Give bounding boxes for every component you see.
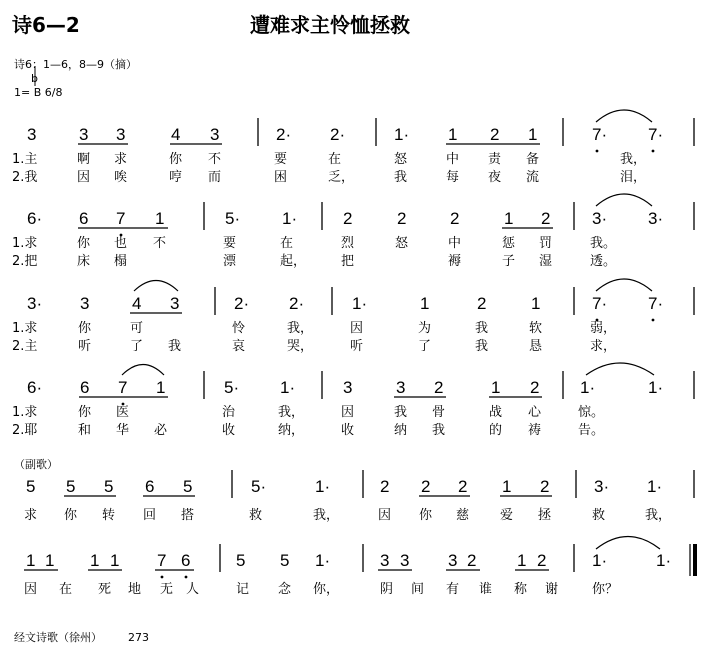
svg-text:回: 回 — [143, 508, 157, 523]
svg-text:1.求: 1.求 — [12, 405, 38, 420]
svg-text:救: 救 — [249, 508, 263, 523]
svg-text:我，: 我， — [620, 152, 647, 167]
svg-text:拯: 拯 — [538, 508, 552, 523]
svg-text:医: 医 — [116, 405, 130, 420]
note: 1 — [155, 209, 165, 228]
svg-text:我: 我 — [168, 339, 182, 354]
note: 1 — [531, 294, 541, 313]
svg-text:中: 中 — [446, 152, 460, 167]
svg-text:而: 而 — [208, 170, 222, 185]
svg-text:哭，: 哭， — [287, 339, 314, 354]
lyrics-refrain — [24, 507, 671, 523]
svg-text:流: 流 — [526, 170, 540, 185]
svg-text:哼: 哼 — [169, 170, 183, 185]
svg-text:纳: 纳 — [394, 423, 408, 438]
svg-text:怜: 怜 — [232, 321, 246, 336]
key-signature: 1= B 6/8 — [14, 86, 63, 99]
svg-text:在: 在 — [328, 152, 342, 167]
svg-text:湿: 湿 — [539, 254, 553, 269]
note: 3 — [79, 125, 89, 144]
lyrics-verse-2 — [12, 338, 616, 354]
note: 5· — [225, 209, 241, 228]
note: 5 — [236, 551, 246, 570]
svg-text:我，: 我， — [287, 321, 314, 336]
svg-text:人: 人 — [186, 582, 200, 597]
note: 1 — [528, 125, 538, 144]
svg-text:谢: 谢 — [545, 582, 559, 597]
svg-text:听: 听 — [78, 339, 92, 354]
note: 7 — [157, 551, 167, 570]
svg-text:不: 不 — [153, 236, 167, 251]
note: 7· — [592, 125, 608, 144]
note: 5 — [280, 551, 290, 570]
footer-page-number: 273 — [128, 631, 149, 644]
svg-text:收: 收 — [341, 423, 355, 438]
footer-book: 经文诗歌（徐州） — [14, 631, 102, 644]
svg-text:有: 有 — [446, 582, 460, 597]
note: 6· — [27, 209, 43, 228]
svg-text:听: 听 — [350, 339, 364, 354]
note: 2 — [458, 477, 468, 496]
svg-text:治: 治 — [222, 405, 236, 420]
svg-text:祷: 祷 — [528, 423, 542, 438]
note: 5 — [183, 477, 193, 496]
note: 3 — [170, 294, 180, 313]
note: 3· — [27, 294, 43, 313]
svg-text:子: 子 — [502, 254, 516, 269]
svg-text:了: 了 — [130, 339, 144, 354]
svg-text:1.求: 1.求 — [12, 236, 38, 251]
note-row — [27, 125, 663, 144]
note: 2 — [540, 477, 550, 496]
note: 1· — [648, 378, 664, 397]
svg-text:榻: 榻 — [114, 254, 128, 269]
svg-text:恳: 恳 — [529, 339, 543, 354]
slur-arc — [134, 281, 178, 292]
system-4 — [12, 363, 694, 438]
song-number: 诗6—2 — [12, 13, 80, 37]
svg-text:2.主: 2.主 — [12, 339, 38, 354]
note: 6· — [27, 378, 43, 397]
svg-text:你？: 你？ — [592, 582, 619, 597]
svg-text:念: 念 — [278, 582, 292, 597]
note: 2 — [537, 551, 547, 570]
note: 1 — [156, 378, 166, 397]
svg-text:华: 华 — [116, 423, 130, 438]
tie-arc — [586, 363, 654, 375]
lyrics-verse-1 — [12, 320, 616, 336]
svg-text:为: 为 — [418, 321, 432, 336]
svg-text:要: 要 — [274, 152, 288, 167]
svg-text:你: 你 — [64, 508, 78, 523]
svg-text:夜: 夜 — [488, 170, 502, 185]
note: 1· — [315, 551, 331, 570]
note: 1· — [352, 294, 368, 313]
note: 5 — [26, 477, 36, 496]
note: 3 — [448, 551, 458, 570]
note: 1· — [280, 378, 296, 397]
final-barline-thick — [693, 544, 697, 576]
low-octave-dots — [161, 576, 188, 579]
note: 1 — [90, 551, 100, 570]
system-1 — [12, 110, 694, 185]
note: 6 — [181, 551, 191, 570]
note: 6 — [145, 477, 155, 496]
svg-text:烈: 烈 — [341, 236, 355, 251]
svg-text:记: 记 — [236, 582, 250, 597]
svg-text:弱，: 弱， — [590, 321, 617, 336]
svg-text:在: 在 — [280, 236, 294, 251]
note: 1· — [580, 378, 596, 397]
lyrics-verse-2 — [12, 169, 646, 185]
note-row — [27, 378, 663, 397]
note: 3 — [80, 294, 90, 313]
svg-text:求，: 求， — [590, 339, 617, 354]
svg-text:称: 称 — [514, 582, 528, 597]
note: 1· — [647, 477, 663, 496]
svg-text:慈: 慈 — [456, 508, 470, 523]
note: 7 — [118, 378, 128, 397]
svg-text:我，: 我， — [313, 508, 340, 523]
tie-arc — [596, 110, 652, 122]
flat-mark: b — [31, 72, 38, 85]
svg-text:爱: 爱 — [500, 508, 514, 523]
system-2 — [12, 194, 694, 269]
svg-text:我: 我 — [394, 405, 408, 420]
svg-text:我，: 我， — [278, 405, 305, 420]
svg-text:战: 战 — [489, 405, 503, 420]
svg-text:你，: 你， — [313, 582, 340, 597]
svg-text:收: 收 — [222, 423, 236, 438]
note: 1 — [420, 294, 430, 313]
note: 1 — [45, 551, 55, 570]
note-row — [27, 294, 663, 313]
svg-text:1.主: 1.主 — [12, 152, 38, 167]
note: 1 — [26, 551, 36, 570]
svg-text:间: 间 — [411, 582, 425, 597]
svg-text:备: 备 — [526, 152, 540, 167]
note: 7· — [648, 125, 664, 144]
svg-text:我: 我 — [432, 423, 446, 438]
svg-text:我: 我 — [475, 321, 489, 336]
note: 1 — [491, 378, 501, 397]
note: 4 — [132, 294, 142, 313]
svg-text:你: 你 — [169, 152, 183, 167]
note: 3· — [594, 477, 610, 496]
note: 2· — [330, 125, 346, 144]
svg-text:我: 我 — [394, 170, 408, 185]
svg-text:中: 中 — [448, 236, 462, 251]
note: 2 — [541, 209, 551, 228]
lyrics-verse-2 — [12, 422, 604, 438]
note: 3 — [210, 125, 220, 144]
svg-text:告。: 告。 — [578, 423, 605, 438]
svg-text:1.求: 1.求 — [12, 321, 38, 336]
system-5-refrain — [14, 457, 694, 523]
svg-text:要: 要 — [223, 236, 237, 251]
note: 5 — [66, 477, 76, 496]
note: 3 — [343, 378, 353, 397]
note: 3 — [380, 551, 390, 570]
svg-text:纳，: 纳， — [278, 423, 305, 438]
note: 2 — [467, 551, 477, 570]
svg-text:唉: 唉 — [114, 170, 128, 185]
note: 4 — [171, 125, 181, 144]
note: 2 — [397, 209, 407, 228]
svg-text:2.耶: 2.耶 — [12, 423, 38, 438]
note: 2· — [276, 125, 292, 144]
svg-text:我。: 我。 — [590, 236, 617, 251]
note: 2 — [490, 125, 500, 144]
svg-text:谁: 谁 — [479, 582, 493, 597]
note-row — [26, 477, 662, 496]
svg-text:乏，: 乏， — [328, 170, 355, 185]
slur-arc — [122, 365, 164, 376]
note: 5· — [251, 477, 267, 496]
svg-text:因: 因 — [378, 508, 392, 523]
note-row — [27, 209, 663, 228]
note: 2 — [434, 378, 444, 397]
svg-text:怒: 怒 — [394, 152, 408, 167]
note: 3· — [648, 209, 664, 228]
note: 2 — [380, 477, 390, 496]
note: 7· — [648, 294, 664, 313]
svg-text:骨: 骨 — [432, 405, 446, 420]
lyrics-verse-2 — [12, 253, 616, 269]
svg-text:你: 你 — [78, 405, 92, 420]
svg-text:救: 救 — [592, 508, 606, 523]
svg-text:每: 每 — [446, 170, 460, 185]
note: 1· — [592, 551, 608, 570]
svg-text:2.把: 2.把 — [12, 254, 38, 269]
svg-text:了: 了 — [418, 339, 432, 354]
tie-arc — [596, 194, 652, 206]
svg-text:地: 地 — [128, 582, 142, 597]
svg-text:你: 你 — [77, 236, 91, 251]
note: 3 — [400, 551, 410, 570]
note: 1· — [282, 209, 298, 228]
lyrics-verse-1 — [12, 151, 646, 167]
svg-text:惩: 惩 — [502, 236, 516, 251]
svg-text:2.我: 2.我 — [12, 170, 38, 185]
svg-text:因: 因 — [24, 582, 38, 597]
note: 1· — [656, 551, 672, 570]
note: 3 — [396, 378, 406, 397]
tie-arc — [596, 279, 652, 291]
scripture-source: 诗6：1—6，8—9（摘） — [14, 58, 137, 71]
note: 2 — [421, 477, 431, 496]
svg-text:求: 求 — [24, 508, 38, 523]
svg-text:我，: 我， — [645, 508, 672, 523]
svg-text:求: 求 — [114, 152, 128, 167]
svg-text:啊: 啊 — [77, 152, 91, 167]
svg-text:你: 你 — [419, 508, 433, 523]
svg-text:和: 和 — [78, 423, 92, 438]
note: 7· — [592, 294, 608, 313]
note: 1· — [394, 125, 410, 144]
svg-text:把: 把 — [341, 254, 355, 269]
song-title: 遭难求主怜恤拯救 — [250, 13, 410, 37]
note: 2· — [289, 294, 305, 313]
note: 2 — [450, 209, 460, 228]
note: 1 — [502, 477, 512, 496]
note: 3· — [592, 209, 608, 228]
svg-text:怒: 怒 — [395, 236, 409, 251]
svg-text:因: 因 — [77, 170, 91, 185]
svg-text:的: 的 — [489, 423, 503, 438]
svg-text:漂: 漂 — [223, 254, 237, 269]
svg-text:也: 也 — [114, 236, 128, 251]
lyrics-verse-1 — [12, 404, 604, 420]
note: 1 — [517, 551, 527, 570]
note: 1 — [110, 551, 120, 570]
note: 5 — [104, 477, 114, 496]
svg-text:心: 心 — [528, 405, 542, 420]
system-3 — [12, 279, 694, 354]
note: 1 — [448, 125, 458, 144]
note: 3 — [116, 125, 126, 144]
svg-text:你: 你 — [78, 321, 92, 336]
svg-text:因: 因 — [341, 405, 355, 420]
svg-text:困: 困 — [274, 170, 288, 185]
svg-text:因: 因 — [350, 321, 364, 336]
svg-text:哀: 哀 — [232, 339, 246, 354]
note: 1· — [315, 477, 331, 496]
svg-text:阴: 阴 — [380, 582, 394, 597]
note: 5· — [224, 378, 240, 397]
svg-text:可: 可 — [130, 321, 144, 336]
svg-text:泪，: 泪， — [620, 170, 647, 185]
svg-text:转: 转 — [102, 508, 116, 523]
svg-text:不: 不 — [208, 152, 222, 167]
tie-arc — [596, 537, 660, 550]
note: 2 — [530, 378, 540, 397]
note: 1 — [504, 209, 514, 228]
svg-text:必: 必 — [154, 423, 168, 438]
svg-text:透。: 透。 — [590, 254, 617, 269]
svg-text:惊。: 惊。 — [578, 405, 605, 420]
note: 2· — [234, 294, 250, 313]
svg-text:无: 无 — [160, 582, 174, 597]
note: 3 — [27, 125, 37, 144]
svg-text:罚: 罚 — [539, 236, 553, 251]
note: 2 — [343, 209, 353, 228]
note: 6 — [80, 378, 90, 397]
svg-text:责: 责 — [488, 152, 502, 167]
svg-text:搭: 搭 — [181, 508, 195, 523]
svg-text:床: 床 — [77, 254, 91, 269]
system-6 — [24, 537, 697, 598]
note: 6 — [79, 209, 89, 228]
svg-text:褥: 褥 — [448, 254, 462, 269]
svg-text:软: 软 — [529, 321, 543, 336]
lyrics-verse — [24, 581, 618, 597]
svg-text:起，: 起， — [280, 254, 307, 269]
note: 2 — [477, 294, 487, 313]
note: 7 — [116, 209, 126, 228]
lyrics-verse-1 — [12, 235, 616, 251]
refrain-label: （副歌） — [14, 458, 58, 471]
svg-text:在: 在 — [59, 582, 73, 597]
svg-text:我: 我 — [475, 339, 489, 354]
svg-text:死: 死 — [98, 582, 112, 597]
